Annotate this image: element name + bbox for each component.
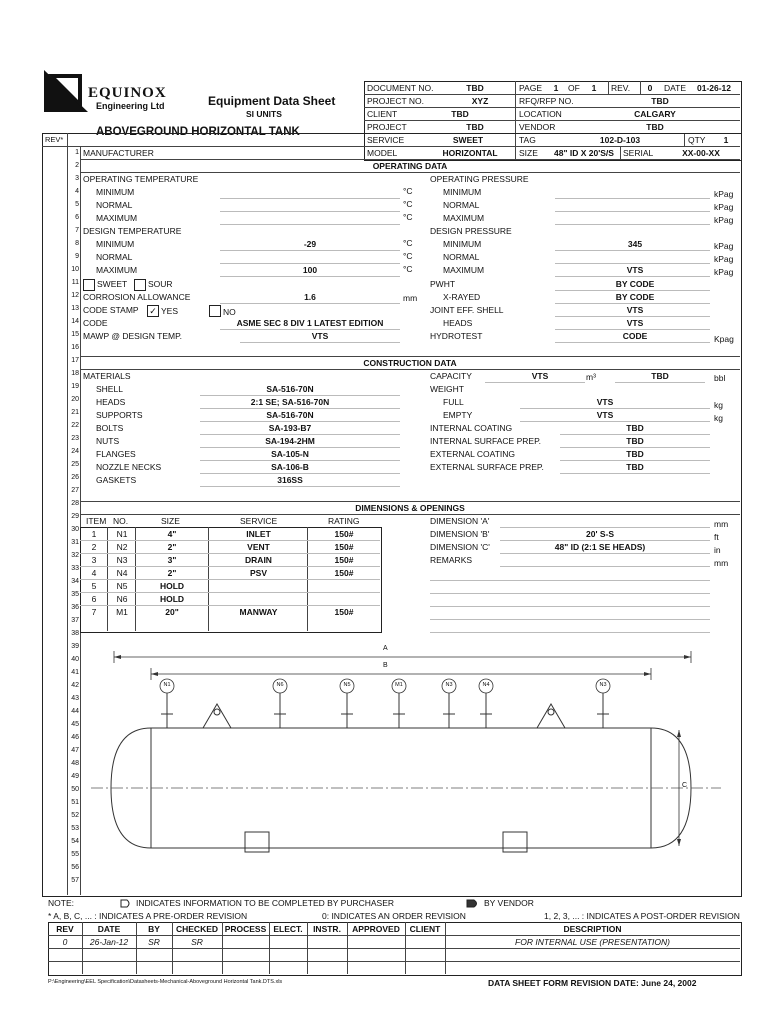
of-value: 1 (591, 83, 597, 93)
op-press-normal-label: NORMAL (443, 200, 480, 210)
nozzle-cell: VENT (247, 542, 270, 552)
op-temp-min-label: MINIMUM (96, 187, 135, 197)
serial-label: SERIAL (623, 148, 654, 158)
weight-full-value: VTS (596, 397, 614, 407)
qty-value: 1 (723, 135, 729, 145)
doc-no-label: DOCUMENT NO. (367, 83, 434, 93)
nozzle-cell: 150# (334, 568, 354, 578)
revision-cell: SR (191, 937, 203, 947)
serial-value: XX-00-XX (682, 148, 720, 158)
row-number: 32 (71, 552, 79, 559)
doc-no-value: TBD (466, 83, 484, 93)
row-number: 18 (71, 370, 79, 377)
row-number: 25 (71, 461, 79, 468)
op-temp-min-unit: °C (403, 186, 413, 196)
code-stamp-no-checkbox[interactable] (209, 305, 221, 317)
xray-value: BY CODE (615, 292, 655, 302)
flanges-value: SA-105-N (271, 449, 309, 459)
op-press-label: OPERATING PRESSURE (430, 174, 529, 184)
design-press-min-label: MINIMUM (443, 239, 482, 249)
shell-label: SHELL (96, 384, 123, 394)
nuts-label: NUTS (96, 436, 120, 446)
client-value: TBD (451, 109, 469, 119)
nozzle-necks-value: SA-106-B (271, 462, 309, 472)
row-number: 40 (71, 656, 79, 663)
row-number: 13 (71, 305, 79, 312)
row-number: 1 (75, 149, 79, 156)
row-number: 7 (75, 227, 79, 234)
nozzle-cell: PSV (249, 568, 267, 578)
dim-b-unit: ft (714, 532, 719, 542)
code-stamp-no-label: NO (223, 307, 236, 317)
operating-section-title: OPERATING DATA (372, 161, 448, 171)
rev-column-label: REV* (45, 135, 64, 144)
ext-coating-label: EXTERNAL COATING (430, 449, 516, 459)
row-number: 37 (71, 617, 79, 624)
nozzle-cell: 2 (91, 542, 97, 552)
row-number: 11 (71, 279, 79, 286)
dim-c-unit: in (714, 545, 721, 555)
nozzle-cell: 5 (91, 581, 97, 591)
weight-full-unit: kg (714, 400, 723, 410)
nozzle-cell: 7 (91, 607, 97, 617)
row-number: 33 (71, 565, 79, 572)
op-press-min-label: MINIMUM (443, 187, 482, 197)
op-temp-label: OPERATING TEMPERATURE (83, 174, 199, 184)
nozzle-cell: INLET (246, 529, 271, 539)
row-number: 2 (75, 162, 79, 169)
revision-cell: FOR INTERNAL USE (PRESENTATION) (515, 937, 670, 947)
design-temp-min-label: MINIMUM (96, 239, 135, 249)
dim-b-value: 20' S-S (585, 529, 614, 539)
rfq-value: TBD (651, 96, 669, 106)
code-stamp-yes-label: YES (161, 306, 179, 316)
revision-header: APPROVED (352, 924, 400, 934)
op-press-min-unit: kPag (714, 189, 734, 199)
project-no-label: PROJECT NO. (367, 96, 424, 106)
purchaser-marker-icon (120, 899, 132, 908)
row-number: 30 (71, 526, 79, 533)
logo-mark-icon (42, 68, 90, 114)
nozzle-cell: M1 (116, 607, 128, 617)
row-number: 57 (71, 877, 79, 884)
row-number: 8 (75, 240, 79, 247)
op-temp-normal-unit: °C (403, 199, 413, 209)
dim-a-label: DIMENSION 'A' (430, 516, 490, 526)
op-press-normal-unit: kPag (714, 202, 734, 212)
int-prep-value: TBD (626, 436, 644, 446)
row-number: 55 (71, 851, 79, 858)
manufacturer-label: MANUFACTURER (83, 148, 154, 158)
design-press-label: DESIGN PRESSURE (430, 226, 512, 236)
nozzle-cell: N1 (116, 529, 128, 539)
heads-material-value: 2:1 SE; SA-516-70N (250, 397, 330, 407)
date-value: 01-26-12 (696, 83, 732, 93)
dim-c-marker: C (682, 782, 688, 789)
file-path: P:\Engineering\EEL Specification\Datasheets-Mechanical-Aboveground Horizontal Tank.DTS.xls (48, 979, 283, 985)
mawp-label: MAWP @ DESIGN TEMP. (83, 331, 182, 341)
design-press-max-unit: kPag (714, 267, 734, 277)
nozzle-cell: 3" (167, 555, 177, 565)
sweet-checkbox[interactable] (83, 279, 95, 291)
tag-label: TAG (519, 135, 536, 145)
col-size-header: SIZE (161, 516, 180, 526)
nozzle-cell: 4 (91, 568, 97, 578)
hydrotest-value: CODE (622, 331, 648, 341)
design-temp-label: DESIGN TEMPERATURE (83, 226, 182, 236)
rev-value: 0 (647, 83, 653, 93)
row-number: 14 (71, 318, 79, 325)
row-number: 3 (75, 175, 79, 182)
row-number: 10 (71, 266, 79, 273)
revision-cell: 0 (62, 937, 68, 947)
heads-material-label: HEADS (96, 397, 126, 407)
dim-b-label: DIMENSION 'B' (430, 529, 490, 539)
service-label: SERVICE (367, 135, 405, 145)
design-press-min-unit: kPag (714, 241, 734, 251)
nozzle-balloon-label: N4 (482, 682, 490, 688)
project-no-value: XYZ (471, 96, 489, 106)
row-number: 27 (71, 487, 79, 494)
dim-a-unit: mm (714, 519, 729, 529)
row-number: 44 (71, 708, 79, 715)
row-number: 36 (71, 604, 79, 611)
row-number: 54 (71, 838, 79, 845)
gaskets-label: GASKETS (96, 475, 137, 485)
joint-eff-value: VTS (626, 305, 644, 315)
vendor-note: BY VENDOR (484, 898, 534, 908)
row-number: 16 (71, 344, 79, 351)
hydrotest-label: HYDROTEST (430, 331, 483, 341)
row-number: 49 (71, 773, 79, 780)
weight-empty-label: EMPTY (443, 410, 473, 420)
capacity-value: VTS (531, 371, 549, 381)
row-number: 38 (71, 630, 79, 637)
row-number: 12 (71, 292, 79, 299)
nozzle-cell: 150# (334, 607, 354, 617)
row-number: 24 (71, 448, 79, 455)
row-number: 19 (71, 383, 79, 390)
corrosion-label: CORROSION ALLOWANCE (83, 292, 191, 302)
size-label: SIZE (519, 148, 538, 158)
service-value: SWEET (452, 135, 484, 145)
row-number: 53 (71, 825, 79, 832)
design-press-normal-label: NORMAL (443, 252, 480, 262)
row-number: 42 (71, 682, 79, 689)
revision-cell: SR (148, 937, 160, 947)
date-label: DATE (664, 83, 687, 93)
row-number: 47 (71, 747, 79, 754)
code-stamp-label: CODE STAMP (83, 305, 139, 315)
nozzle-cell: 150# (334, 542, 354, 552)
nozzle-balloon-label: M1 (395, 682, 403, 688)
row-number: 56 (71, 864, 79, 871)
materials-label: MATERIALS (83, 371, 131, 381)
op-press-max-label: MAXIMUM (443, 213, 485, 223)
revision-header: CLIENT (409, 924, 441, 934)
location-value: CALGARY (634, 109, 676, 119)
capacity-unit-m3: m³ (586, 372, 596, 382)
units-label: SI UNITS (246, 109, 282, 119)
int-coating-value: TBD (626, 423, 644, 433)
bolts-label: BOLTS (96, 423, 124, 433)
page-value: 1 (553, 83, 559, 93)
model-label: MODEL (367, 148, 398, 158)
op-temp-max-unit: °C (403, 212, 413, 222)
row-number: 9 (75, 253, 79, 260)
sour-checkbox[interactable] (134, 279, 146, 291)
design-press-max-label: MAXIMUM (443, 265, 485, 275)
sweet-label: SWEET (97, 279, 128, 289)
tag-value: 102-D-103 (599, 135, 641, 145)
pre-order-note: * A, B, C, ... : INDICATES A PRE-ORDER REVISION (48, 911, 248, 921)
rfq-label: RFQ/RFP NO. (519, 96, 574, 106)
nozzle-cell: 4" (167, 529, 177, 539)
int-coating-label: INTERNAL COATING (430, 423, 513, 433)
mawp-value: VTS (311, 331, 329, 341)
logo-sub: Engineering Ltd (96, 101, 165, 111)
col-no-header: NO. (113, 516, 129, 526)
pwht-label: PWHT (430, 279, 456, 289)
capacity-bbl-value: TBD (651, 371, 669, 381)
nozzle-balloon-label: N3 (599, 682, 607, 688)
row-number: 41 (71, 669, 79, 676)
nozzle-cell: N4 (116, 568, 128, 578)
flanges-label: FLANGES (96, 449, 136, 459)
corrosion-unit: mm (403, 293, 418, 303)
design-temp-max-value: 100 (302, 265, 318, 275)
row-number: 23 (71, 435, 79, 442)
dim-c-label: DIMENSION 'C' (430, 542, 490, 552)
post-order-note: 1, 2, 3, ... : INDICATES A POST-ORDER REVISION (544, 911, 740, 921)
nozzle-balloon-label: N1 (163, 682, 171, 688)
logo-name: EQUINOX (88, 85, 167, 101)
tank-title: ABOVEGROUND HORIZONTAL TANK (96, 126, 300, 138)
nozzle-cell: N5 (116, 581, 128, 591)
code-stamp-yes-checkbox[interactable]: ✓ (147, 305, 159, 317)
design-press-min-value: 345 (627, 239, 643, 249)
qty-label: QTY (688, 135, 706, 145)
design-temp-normal-unit: °C (403, 251, 413, 261)
remarks-unit: mm (714, 558, 729, 568)
nuts-value: SA-194-2HM (265, 436, 315, 446)
design-temp-max-unit: °C (403, 264, 413, 274)
design-press-max-value: VTS (626, 265, 644, 275)
project-label: PROJECT (367, 122, 407, 132)
op-temp-normal-label: NORMAL (96, 200, 133, 210)
rev-label: REV. (611, 83, 631, 93)
page-label: PAGE (519, 83, 542, 93)
dim-b-marker: B (383, 662, 388, 669)
location-label: LOCATION (519, 109, 562, 119)
construction-section-title: CONSTRUCTION DATA (363, 358, 457, 368)
client-label: CLIENT (367, 109, 398, 119)
size-value: 48" ID X 20'S/S (554, 148, 614, 158)
design-temp-max-label: MAXIMUM (96, 265, 138, 275)
nozzle-cell: 3 (91, 555, 97, 565)
ext-prep-value: TBD (626, 462, 644, 472)
nozzle-cell: 150# (334, 555, 354, 565)
row-number: 4 (75, 188, 79, 195)
row-number: 50 (71, 786, 79, 793)
row-number: 34 (71, 578, 79, 585)
tank-drawing (81, 640, 739, 892)
design-temp-min-value: -29 (303, 239, 317, 249)
nozzle-cell: 20" (165, 607, 179, 617)
page-title: Equipment Data Sheet (208, 94, 336, 108)
weight-empty-value: VTS (596, 410, 614, 420)
row-number: 52 (71, 812, 79, 819)
nozzle-cell: 1 (91, 529, 97, 539)
nozzle-necks-label: NOZZLE NECKS (96, 462, 162, 472)
nozzle-cell: HOLD (159, 594, 185, 604)
heads-label: HEADS (443, 318, 473, 328)
revision-header: INSTR. (313, 924, 341, 934)
weight-full-label: FULL (443, 397, 464, 407)
col-service-header: SERVICE (240, 516, 278, 526)
code-label: CODE (83, 318, 108, 328)
row-number: 5 (75, 201, 79, 208)
row-number: 15 (71, 331, 79, 338)
nozzle-balloon-label: N3 (445, 682, 453, 688)
row-number: 21 (71, 409, 79, 416)
capacity-unit-bbl: bbl (714, 373, 726, 383)
project-value: TBD (466, 122, 484, 132)
code-value: ASME SEC 8 DIV 1 LATEST EDITION (236, 318, 384, 328)
row-number: 39 (71, 643, 79, 650)
corrosion-value: 1.6 (304, 292, 316, 302)
row-number: 26 (71, 474, 79, 481)
weight-label: WEIGHT (430, 384, 464, 394)
row-number: 6 (75, 214, 79, 221)
nozzle-cell: DRAIN (245, 555, 272, 565)
int-prep-label: INTERNAL SURFACE PREP. (430, 436, 542, 446)
design-temp-min-unit: °C (403, 238, 413, 248)
bolts-value: SA-193-B7 (268, 423, 312, 433)
heads-value: VTS (626, 318, 644, 328)
col-item-header: ITEM (86, 516, 107, 526)
joint-eff-label: JOINT EFF. SHELL (430, 305, 504, 315)
nozzle-cell: 6 (91, 594, 97, 604)
nozzle-cell: 2" (167, 542, 177, 552)
weight-empty-unit: kg (714, 413, 723, 423)
pwht-value: BY CODE (615, 279, 655, 289)
supports-value: SA-516-70N (266, 410, 314, 420)
row-number: 17 (71, 357, 79, 364)
dim-c-value: 48" ID (2:1 SE HEADS) (554, 542, 646, 552)
nozzle-cell: MANWAY (239, 607, 278, 617)
revision-header: ELECT. (273, 924, 303, 934)
nozzle-cell: N3 (116, 555, 128, 565)
nozzle-cell: N6 (116, 594, 128, 604)
purchaser-note: INDICATES INFORMATION TO BE COMPLETED BY PURCHASER (136, 898, 395, 908)
row-number: 46 (71, 734, 79, 741)
nozzle-balloon-label: N6 (276, 682, 284, 688)
revision-header: DESCRIPTION (563, 924, 622, 934)
shell-value: SA-516-70N (266, 384, 314, 394)
remarks-label: REMARKS (430, 555, 473, 565)
ext-coating-value: TBD (626, 449, 644, 459)
revision-header: PROCESS (224, 924, 267, 934)
nozzle-balloon-label: N5 (343, 682, 351, 688)
form-revision-date: DATA SHEET FORM REVISION DATE: June 24, 2002 (488, 978, 697, 988)
xray-label: X-RAYED (443, 292, 481, 302)
row-number: 28 (71, 500, 79, 507)
revision-header: DATE (97, 924, 121, 934)
hydrotest-unit: Kpag (714, 334, 734, 344)
nozzle-cell: HOLD (159, 581, 185, 591)
col-rating-header: RATING (328, 516, 360, 526)
row-number: 43 (71, 695, 79, 702)
row-number: 22 (71, 422, 79, 429)
revision-header: CHECKED (175, 924, 219, 934)
row-number: 51 (71, 799, 79, 806)
vendor-value: TBD (646, 122, 664, 132)
row-number: 45 (71, 721, 79, 728)
revision-header: REV (56, 924, 74, 934)
order-note: 0: INDICATES AN ORDER REVISION (322, 911, 466, 921)
row-number: 20 (71, 396, 79, 403)
revision-header: BY (148, 924, 160, 934)
design-press-normal-unit: kPag (714, 254, 734, 264)
row-number: 48 (71, 760, 79, 767)
supports-label: SUPPORTS (96, 410, 143, 420)
capacity-label: CAPACITY (430, 371, 472, 381)
nozzle-cell: 150# (334, 529, 354, 539)
dimensions-section-title: DIMENSIONS & OPENINGS (355, 503, 465, 513)
note-label: NOTE: (48, 898, 74, 908)
model-value: HORIZONTAL (442, 148, 498, 158)
vendor-marker-icon (466, 899, 480, 908)
design-temp-normal-label: NORMAL (96, 252, 133, 262)
row-number: 35 (71, 591, 79, 598)
dim-a-marker: A (383, 645, 388, 652)
row-number: 31 (71, 539, 79, 546)
op-temp-max-label: MAXIMUM (96, 213, 138, 223)
of-label: OF (568, 83, 580, 93)
revision-cell: 26-Jan-12 (89, 937, 129, 947)
nozzle-cell: N2 (116, 542, 128, 552)
nozzle-cell: 2" (167, 568, 177, 578)
sour-label: SOUR (148, 279, 173, 289)
op-press-max-unit: kPag (714, 215, 734, 225)
ext-prep-label: EXTERNAL SURFACE PREP. (430, 462, 544, 472)
gaskets-value: 316SS (277, 475, 303, 485)
vendor-label: VENDOR (519, 122, 556, 132)
row-number: 29 (71, 513, 79, 520)
